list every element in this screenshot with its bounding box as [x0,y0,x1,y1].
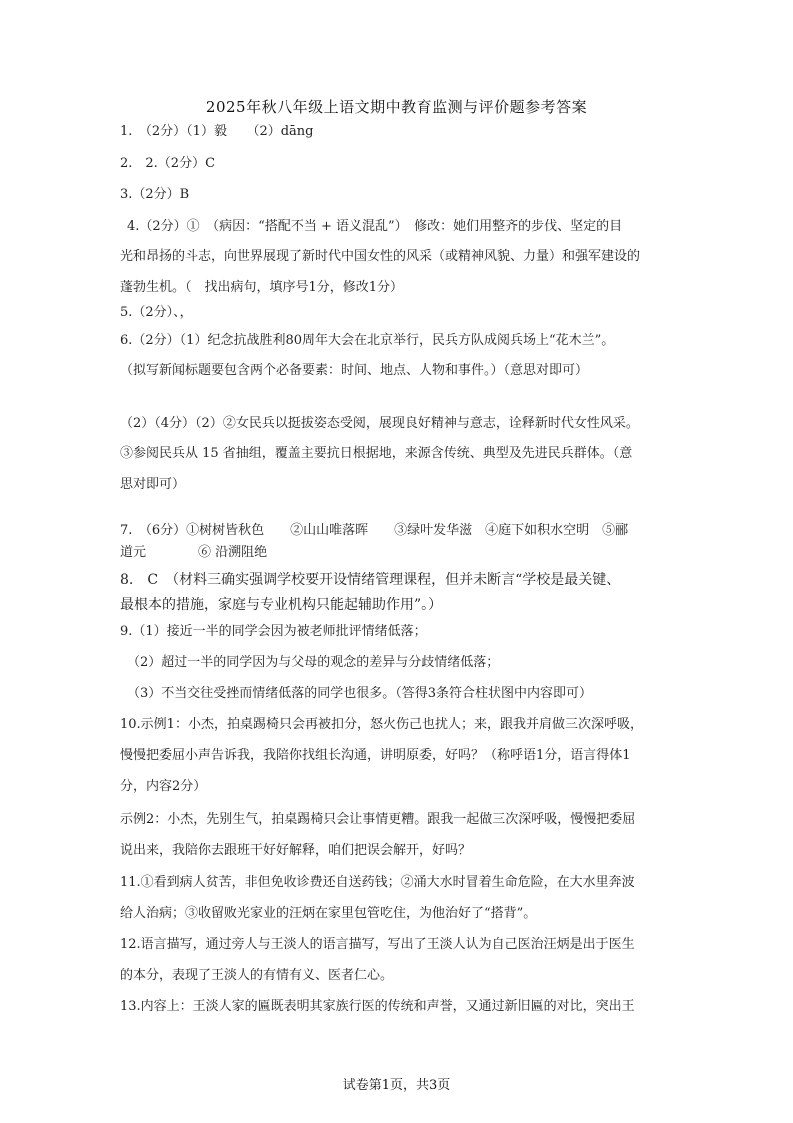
answer-line: 13.内容上：王淡人家的匾既表明其家族行医的传统和声誉，又通过新旧匾的对比，突出王 [120,999,635,1014]
answer-line: 2. 2.（2分）C [120,156,216,171]
answer-line: 4.（2分）① （病因：“搭配不当 + 语义混乱”） 修改：她们用整齐的步伐、坚定的目 [127,219,623,234]
answer-line: 慢慢把委屈小声告诉我，我陪你找组长沟通，讲明原委，好吗？（称呼语1分，语言得体1 [120,748,631,763]
answer-line: 6.（2分）（1）纪念抗战胜利80周年大会在北京举行，民兵方队成阅兵场上“花木兰”。 [120,333,615,348]
answer-line: 11.①看到病人贫苦，非但免收诊费还自送药钱；②涌大水时冒着生命危险，在大水里奔波 [120,875,635,890]
answer-line: 7. （6分）①树树皆秋色 ②山山唯落晖 ③绿叶发华滋 ④庭下如积水空明 ⑤郦 [120,523,629,538]
answer-line: 3.（2分）B [120,187,190,202]
answer-line: 1. （2分）（1）毅 （2）dāng [120,124,314,139]
answer-line: 道元 ⑥ 沿溯阻绝 [120,545,268,560]
answer-line: （2）（4分）（2）②女民兵以挺拔姿态受阅，展现良好精神与意志，诠释新时代女性风采。 [120,416,639,431]
answer-line: 分，内容2分） [120,779,207,794]
answer-line: ③参阅民兵从 15 省抽组，覆盖主要抗日根据地，来源含传统、典型及先进民兵群体。（意 [120,446,633,461]
answer-line: 12.语言描写，通过旁人与王淡人的语言描写，写出了王淡人认为自己医治汪炳是出于医生 [120,937,635,952]
answer-line: 光和昂扬的斗志，向世界展现了新时代中国女性的风采（或精神风貌、力量）和强军建设的 [120,249,641,264]
answer-line: 示例2：小杰，先别生气，拍桌踢椅只会让事情更糟。跟我一起做三次深呼吸，慢慢把委屈 [120,812,636,827]
answer-line: 最根本的措施，家庭与专业机构只能起辅助作用”。） [120,597,443,613]
answer-line: 10.示例1：小杰，拍桌踢椅只会再被扣分，怒火伤己也扰人；来，跟我并肩做三次深呼吸， [120,717,643,732]
answer-line: （拟写新闻标题要包含两个必备要素：时间、地点、人物和事件。）（意思对即可） [120,363,589,378]
document-title: 2025年秋八年级上语文期中教育监测与评价题参考答案 [205,98,588,116]
answer-line: 蓬勃生机。（ 找出病句，填序号1分，修改1分） [120,280,404,295]
answer-line: 思对即可） [120,477,186,492]
answer-line: 9.（1）接近一半的同学会因为被老师批评情绪低落； [120,624,427,639]
answer-line: 给人治病；③收留败光家业的汪炳在家里包管吃住，为他治好了“搭背”。 [120,906,537,921]
answer-line: 的本分，表现了王淡人的有情有义、医者仁心。 [120,968,394,983]
answer-line: （3）不当交往受挫而情绪低落的同学也很多。（答得3条符合柱状图中内容即可） [127,686,593,701]
answer-line: 说出来，我陪你去跟班干好好解释，咱们把误会解开，好吗？ [120,843,472,858]
answer-line: （2）超过一半的同学因为与父母的观念的差异与分歧情绪低落； [127,655,500,670]
answer-line: 5.（2分）、， [120,305,193,320]
page-footer: 试卷第1页，共3页 [342,1078,451,1093]
answer-line: 8. C （材料三确实强调学校要开设情绪管理课程，但并未断言“学校是最关键、 [120,572,621,588]
